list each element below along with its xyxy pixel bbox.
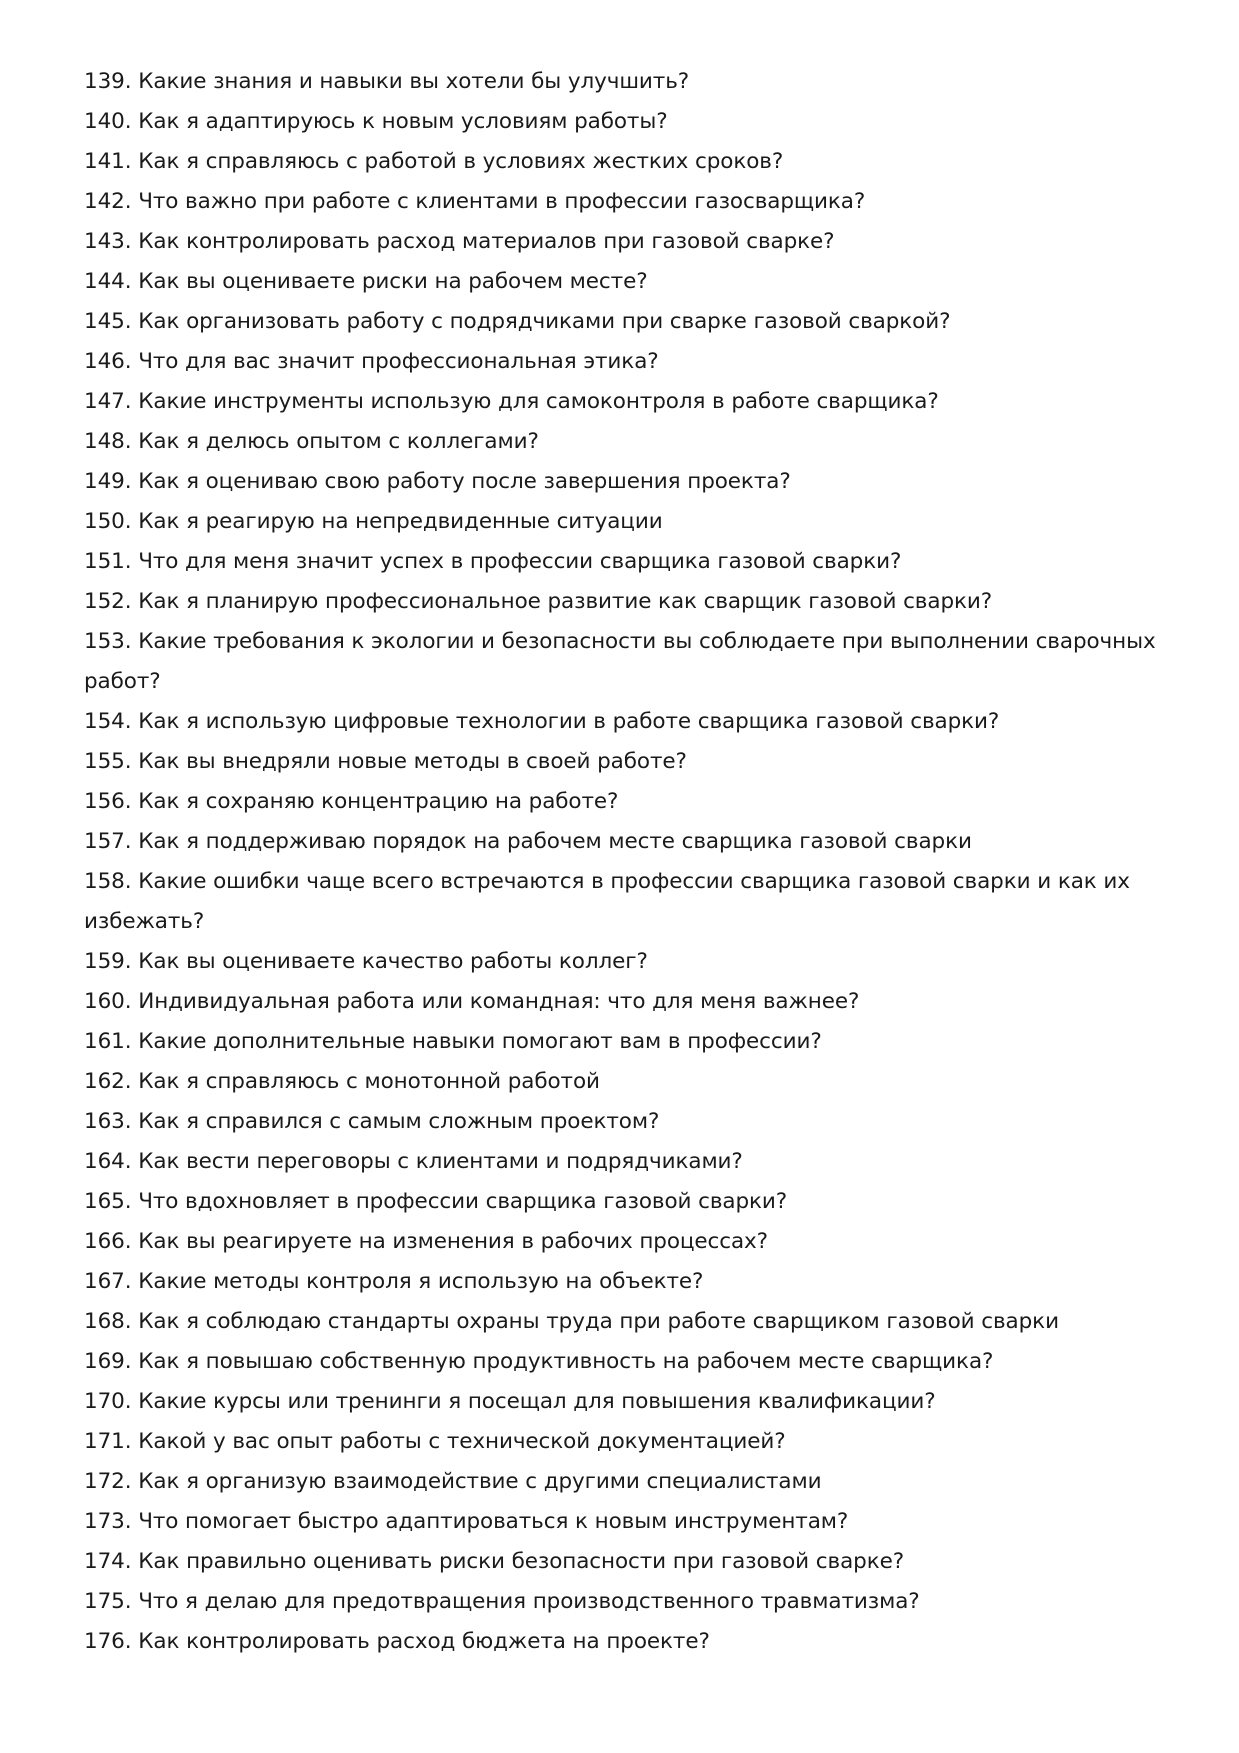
question-168: 168. Как я соблюдаю стандарты охраны труда при работе сварщиком газовой сварки <box>84 1309 1059 1334</box>
question-174: 174. Как правильно оценивать риски безопасности при газовой сварке? <box>84 1549 905 1574</box>
question-146: 146. Что для вас значит профессиональная этика? <box>84 349 659 374</box>
question-157: 157. Как я поддерживаю порядок на рабочем месте сварщика газовой сварки <box>84 829 972 854</box>
question-152: 152. Как я планирую профессиональное развитие как сварщик газовой сварки? <box>84 589 993 614</box>
question-140: 140. Как я адаптируюсь к новым условиям работы? <box>84 109 668 134</box>
question-171: 171. Какой у вас опыт работы с технической документацией? <box>84 1429 786 1454</box>
question-175: 175. Что я делаю для предотвращения производственного травматизма? <box>84 1589 920 1614</box>
question-145: 145. Как организовать работу с подрядчиками при сварке газовой сваркой? <box>84 309 951 334</box>
question-155: 155. Как вы внедряли новые методы в своей работе? <box>84 749 687 774</box>
question-176: 176. Как контролировать расход бюджета на проекте? <box>84 1629 710 1654</box>
question-148: 148. Как я делюсь опытом с коллегами? <box>84 429 539 454</box>
question-144: 144. Как вы оцениваете риски на рабочем месте? <box>84 269 648 294</box>
question-139: 139. Какие знания и навыки вы хотели бы улучшить? <box>84 69 690 94</box>
question-150: 150. Как я реагирую на непредвиденные ситуации <box>84 509 663 534</box>
question-159: 159. Как вы оцениваете качество работы коллег? <box>84 949 648 974</box>
question-147: 147. Какие инструменты использую для самоконтроля в работе сварщика? <box>84 389 939 414</box>
question-169: 169. Как я повышаю собственную продуктивность на рабочем месте сварщика? <box>84 1349 994 1374</box>
question-151: 151. Что для меня значит успех в профессии сварщика газовой сварки? <box>84 549 902 574</box>
question-165: 165. Что вдохновляет в профессии сварщика газовой сварки? <box>84 1189 788 1214</box>
question-154: 154. Как я использую цифровые технологии в работе сварщика газовой сварки? <box>84 709 1000 734</box>
question-173: 173. Что помогает быстро адаптироваться к новым инструментам? <box>84 1509 849 1534</box>
question-143: 143. Как контролировать расход материалов при газовой сварке? <box>84 229 835 254</box>
question-170: 170. Какие курсы или тренинги я посещал для повышения квалификации? <box>84 1389 936 1414</box>
question-list <box>84 62 1159 1662</box>
question-162: 162. Как я справляюсь с монотонной работой <box>84 1069 600 1094</box>
question-153: 153. Какие требования к экологии и безопасности вы соблюдаете при выполнении сварочных работ? <box>84 629 1156 694</box>
question-161: 161. Какие дополнительные навыки помогают вам в профессии? <box>84 1029 822 1054</box>
question-164: 164. Как вести переговоры с клиентами и подрядчиками? <box>84 1149 743 1174</box>
question-160: 160. Индивидуальная работа или командная: что для меня важнее? <box>84 989 860 1014</box>
question-156: 156. Как я сохраняю концентрацию на работе? <box>84 789 619 814</box>
question-158: 158. Какие ошибки чаще всего встречаются в профессии сварщика газовой сварки и как их избежать? <box>84 869 1130 934</box>
question-166: 166. Как вы реагируете на изменения в рабочих процессах? <box>84 1229 768 1254</box>
question-141: 141. Как я справляюсь с работой в условиях жестких сроков? <box>84 149 784 174</box>
question-167: 167. Какие методы контроля я использую на объекте? <box>84 1269 704 1294</box>
question-142: 142. Что важно при работе с клиентами в профессии газосварщика? <box>84 189 866 214</box>
question-163: 163. Как я справился с самым сложным проектом? <box>84 1109 660 1134</box>
question-172: 172. Как я организую взаимодействие с другими специалистами <box>84 1469 822 1494</box>
question-149: 149. Как я оцениваю свою работу после завершения проекта? <box>84 469 791 494</box>
